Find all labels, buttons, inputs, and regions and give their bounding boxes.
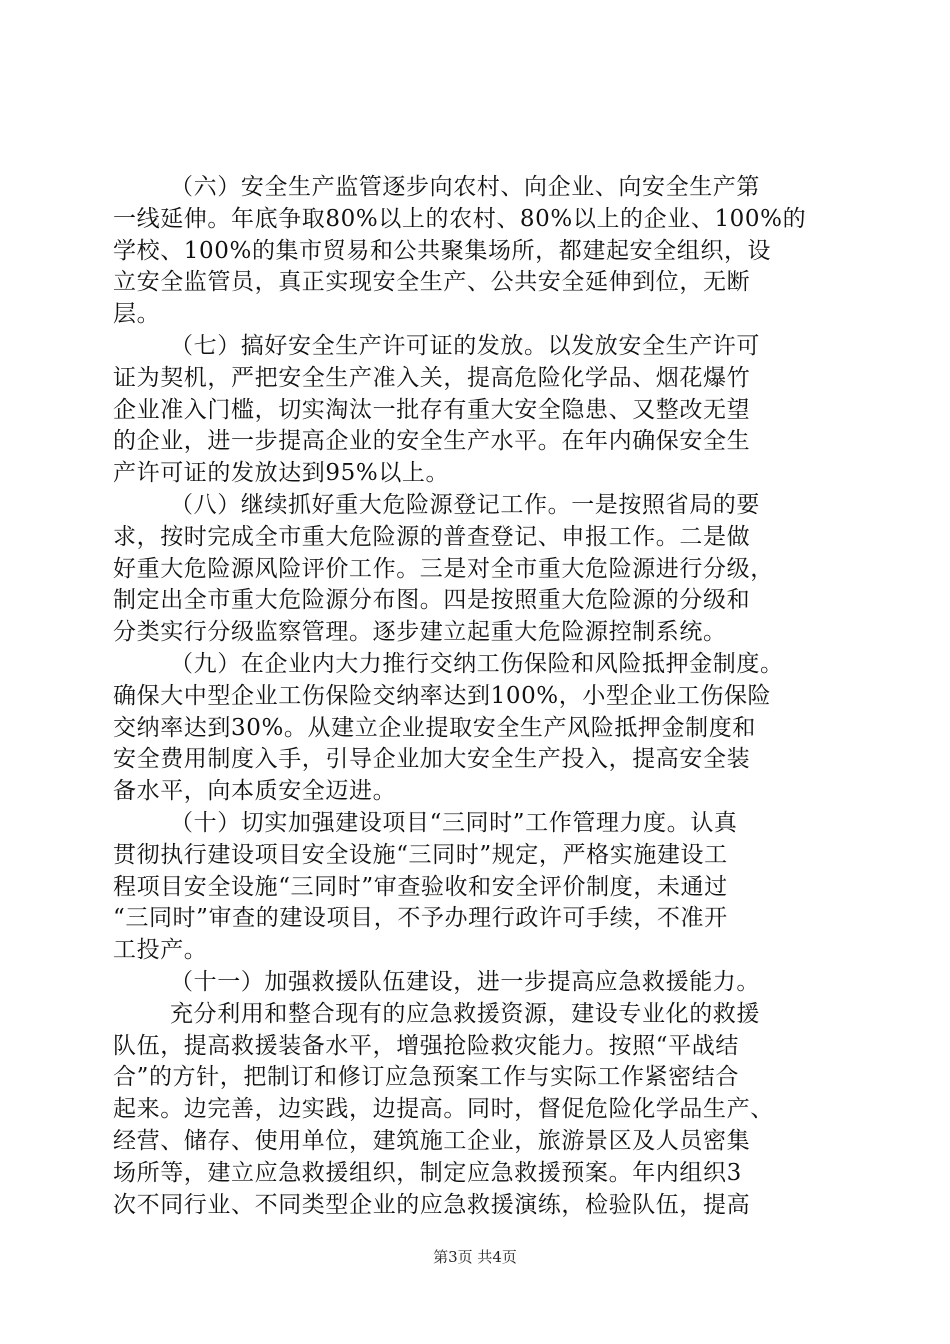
text-line: （七）搞好安全生产许可证的发放。以发放安全生产许可 — [170, 332, 760, 359]
text-line: 学校、100%的集市贸易和公共聚集场所，都建起安全组织，设 — [113, 237, 772, 264]
text-line: 安全费用制度入手，引导企业加大安全生产投入，提高安全装 — [113, 746, 751, 773]
text-line: 交纳率达到30%。从建立企业提取安全生产风险抵押金制度和 — [113, 714, 756, 741]
text-line: 一线延伸。年底争取80%以上的农村、80%以上的企业、100%的 — [113, 205, 807, 232]
text-line: 充分利用和整合现有的应急救援资源，建设专业化的救援 — [170, 1000, 760, 1027]
text-line: 求，按时完成全市重大危险源的普查登记、申报工作。二是做 — [113, 523, 751, 550]
body-text — [113, 172, 833, 1221]
text-line: 队伍，提高救援装备水平，增强抢险救灾能力。按照“平战结 — [113, 1032, 739, 1059]
text-line: 次不同行业、不同类型企业的应急救援演练，检验队伍，提高 — [113, 1191, 751, 1218]
text-line: 贯彻执行建设项目安全设施“三同时”规定，严格实施建设工 — [113, 841, 728, 868]
text-line: 立安全监管员，真正实现安全生产、公共安全延伸到位，无断 — [113, 269, 751, 296]
text-line: 制定出全市重大危险源分布图。四是按照重大危险源的分级和 — [113, 587, 751, 614]
text-line: 合”的方针，把制订和修订应急预案工作与实际工作紧密结合 — [113, 1064, 739, 1091]
text-line: “三同时”审查的建设项目，不予办理行政许可手续，不准开 — [113, 905, 728, 932]
text-line: （十）切实加强建设项目“三同时”工作管理力度。认真 — [170, 809, 738, 836]
text-line: 的企业，进一步提高企业的安全生产水平。在年内确保安全生 — [113, 428, 751, 455]
text-line: （六）安全生产监管逐步向农村、向企业、向安全生产第 — [170, 174, 760, 200]
text-line: 企业准入门槛，切实淘汰一批存有重大安全隐患、又整改无望 — [113, 396, 751, 423]
text-line: 起来。边完善，边实践，边提高。同时，督促危险化学品生产、 — [113, 1096, 774, 1123]
text-line: 好重大危险源风险评价工作。三是对全市重大危险源进行分级， — [113, 555, 774, 582]
text-line: 证为契机，严把安全生产准入关，提高危险化学品、烟花爆竹 — [113, 364, 751, 391]
text-line: （九）在企业内大力推行交纳工伤保险和风险抵押金制度。 — [170, 650, 784, 677]
text-line: 程项目安全设施“三同时”审查验收和安全评价制度，未通过 — [113, 873, 728, 900]
page-footer: 第3页 共4页 — [433, 1248, 517, 1266]
text-line: （十一）加强救援队伍建设，进一步提高应急救援能力。 — [170, 968, 760, 995]
text-line: 经营、储存、使用单位，建筑施工企业，旅游景区及人员密集 — [113, 1127, 751, 1154]
text-line: 备水平，向本质安全迈进。 — [113, 778, 397, 805]
text-line: 分类实行分级监察管理。逐步建立起重大危险源控制系统。 — [113, 619, 727, 646]
text-line: （八）继续抓好重大危险源登记工作。一是按照省局的要 — [170, 491, 760, 518]
text-line: 产许可证的发放达到95%以上。 — [113, 460, 450, 487]
text-line: 确保大中型企业工伤保险交纳率达到100%，小型企业工伤保险 — [113, 682, 772, 709]
text-line: 层。 — [113, 301, 161, 328]
text-line: 场所等，建立应急救援组织，制定应急救援预案。年内组织3 — [113, 1159, 742, 1186]
text-line: 工投产。 — [113, 937, 208, 964]
